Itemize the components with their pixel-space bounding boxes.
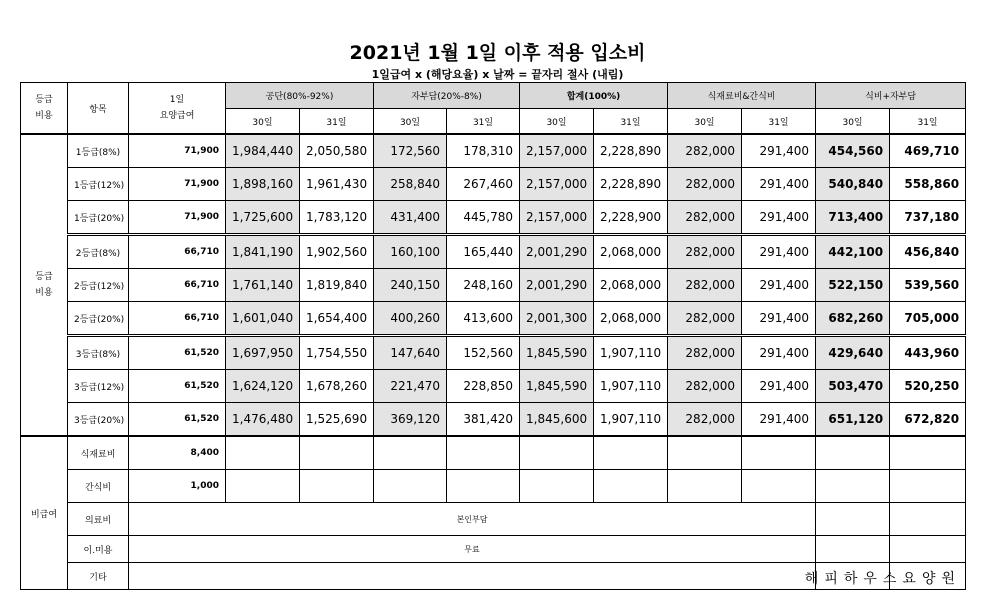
grade-cell: 3등급(8%) <box>68 336 129 370</box>
day31-header: 31일 <box>300 109 374 135</box>
meal-copay-30-cell: 442,100 <box>816 235 890 269</box>
empty-cell <box>594 436 668 470</box>
total-31-cell: 1,907,110 <box>594 370 668 403</box>
nonpay-label: 비급여 <box>21 436 68 590</box>
total-31-cell: 2,228,900 <box>594 201 668 235</box>
total-30-cell: 2,001,290 <box>520 235 594 269</box>
copay-31-cell: 267,460 <box>447 168 520 201</box>
copay-31-cell: 445,780 <box>447 201 520 235</box>
daily-care-cell: 61,520 <box>129 403 226 437</box>
day31-header: 31일 <box>890 109 966 135</box>
total-31-cell: 2,068,000 <box>594 302 668 336</box>
fee-table <box>20 82 966 590</box>
public-30-cell: 1,725,600 <box>226 201 300 235</box>
copay-30-cell: 147,640 <box>374 336 447 370</box>
empty-cell <box>374 470 447 503</box>
meal-copay-31-cell: 539,560 <box>890 269 966 302</box>
copay-header: 자부담(20%-8%) <box>374 83 520 109</box>
meal-copay-31-cell: 558,860 <box>890 168 966 201</box>
copay-30-cell: 221,470 <box>374 370 447 403</box>
total-30-cell: 1,845,590 <box>520 370 594 403</box>
day30-header: 30일 <box>668 109 742 135</box>
day31-header: 31일 <box>742 109 816 135</box>
empty-cell <box>890 503 966 536</box>
empty-cell <box>520 470 594 503</box>
table-row <box>21 302 966 336</box>
meal-copay-31-cell: 443,960 <box>890 336 966 370</box>
copay-31-cell: 413,600 <box>447 302 520 336</box>
meal-30-cell: 282,000 <box>668 269 742 302</box>
empty-cell <box>890 436 966 470</box>
meal-31-cell: 291,400 <box>742 336 816 370</box>
meal-30-cell: 282,000 <box>668 235 742 269</box>
page-title: 2021년 1월 1일 이후 적용 입소비 <box>349 42 646 64</box>
meal-31-cell: 291,400 <box>742 134 816 168</box>
public-30-cell: 1,476,480 <box>226 403 300 437</box>
total-31-cell: 2,068,000 <box>594 235 668 269</box>
daily-care-cell: 61,520 <box>129 370 226 403</box>
public-30-cell: 1,697,950 <box>226 336 300 370</box>
meal-30-cell: 282,000 <box>668 134 742 168</box>
total-30-cell: 2,157,000 <box>520 168 594 201</box>
table-row <box>21 168 966 201</box>
grade-cell: 2등급(8%) <box>68 235 129 269</box>
table-row <box>21 370 966 403</box>
total-30-cell: 1,845,600 <box>520 403 594 437</box>
daily-care-cell: 71,900 <box>129 168 226 201</box>
total-31-cell: 2,068,000 <box>594 269 668 302</box>
meal-copay-30-cell: 429,640 <box>816 336 890 370</box>
empty-cell <box>226 436 300 470</box>
public-31-cell: 2,050,580 <box>300 134 374 168</box>
meal-copay-30-cell: 454,560 <box>816 134 890 168</box>
empty-cell <box>816 436 890 470</box>
total-30-cell: 2,001,290 <box>520 269 594 302</box>
total-31-cell: 1,907,110 <box>594 336 668 370</box>
meal-31-cell: 291,400 <box>742 403 816 437</box>
page-subtitle: 1일급여 x (해당요율) x 날짜 = 끝자리 절사 (내림) <box>371 68 624 81</box>
total-header: 합계(100%) <box>520 83 668 109</box>
meal-copay-30-cell: 503,470 <box>816 370 890 403</box>
empty-cell <box>668 436 742 470</box>
nonpay-span-cell: 본인부담 <box>129 503 816 536</box>
grade-cell: 1등급(12%) <box>68 168 129 201</box>
daily-care-cell: 71,900 <box>129 201 226 235</box>
empty-cell <box>520 436 594 470</box>
total-31-cell: 2,228,890 <box>594 168 668 201</box>
grade-cost-label: 등급 비용 <box>21 134 68 436</box>
empty-cell <box>890 536 966 563</box>
public-31-cell: 1,902,560 <box>300 235 374 269</box>
meal-31-cell: 291,400 <box>742 168 816 201</box>
header-row-1 <box>21 83 966 109</box>
nonpay-item-label: 이.미용 <box>68 536 129 563</box>
total-30-cell: 2,001,300 <box>520 302 594 336</box>
meal-copay-30-cell: 651,120 <box>816 403 890 437</box>
grade-cell: 2등급(20%) <box>68 302 129 336</box>
grade-cell: 1등급(20%) <box>68 201 129 235</box>
nonpay-row <box>21 503 966 536</box>
table-row <box>21 336 966 370</box>
daily-care-cell: 66,710 <box>129 302 226 336</box>
table-row <box>21 134 966 168</box>
nonpay-row <box>21 536 966 563</box>
nonpay-value: 1,000 <box>129 470 226 503</box>
facility-name: 해피하우스요양원 <box>804 571 961 587</box>
copay-30-cell: 369,120 <box>374 403 447 437</box>
meal-31-cell: 291,400 <box>742 370 816 403</box>
meals-header: 식재료비&간식비 <box>668 83 816 109</box>
public-header: 공단(80%-92%) <box>226 83 374 109</box>
meal-30-cell: 282,000 <box>668 336 742 370</box>
copay-31-cell: 152,560 <box>447 336 520 370</box>
day30-header: 30일 <box>226 109 300 135</box>
meal-copay-31-cell: 737,180 <box>890 201 966 235</box>
day30-header: 30일 <box>520 109 594 135</box>
public-31-cell: 1,678,260 <box>300 370 374 403</box>
empty-cell <box>594 470 668 503</box>
table-row <box>21 235 966 269</box>
grade-cell: 1등급(8%) <box>68 134 129 168</box>
meal-30-cell: 282,000 <box>668 302 742 336</box>
meal-copay-31-cell: 520,250 <box>890 370 966 403</box>
nonpay-item-label: 식재료비 <box>68 436 129 470</box>
copay-31-cell: 381,420 <box>447 403 520 437</box>
total-31-cell: 2,228,890 <box>594 134 668 168</box>
copay-30-cell: 431,400 <box>374 201 447 235</box>
public-30-cell: 1,984,440 <box>226 134 300 168</box>
public-31-cell: 1,654,400 <box>300 302 374 336</box>
empty-cell <box>890 470 966 503</box>
public-30-cell: 1,841,190 <box>226 235 300 269</box>
table-row <box>21 403 966 437</box>
public-30-cell: 1,601,040 <box>226 302 300 336</box>
daily-care-cell: 66,710 <box>129 269 226 302</box>
day31-header: 31일 <box>594 109 668 135</box>
copay-31-cell: 178,310 <box>447 134 520 168</box>
nonpay-item-label: 기타 <box>68 563 129 590</box>
meal-copay-30-cell: 713,400 <box>816 201 890 235</box>
nonpay-row <box>21 436 966 470</box>
empty-cell <box>816 503 890 536</box>
meal-30-cell: 282,000 <box>668 370 742 403</box>
daily-care-header: 1일 요양급여 <box>129 83 226 135</box>
nonpay-item-label: 간식비 <box>68 470 129 503</box>
public-31-cell: 1,819,840 <box>300 269 374 302</box>
meal-copay-30-cell: 522,150 <box>816 269 890 302</box>
empty-cell <box>668 470 742 503</box>
meal-31-cell: 291,400 <box>742 269 816 302</box>
empty-cell <box>816 536 890 563</box>
meal-30-cell: 282,000 <box>668 168 742 201</box>
public-30-cell: 1,898,160 <box>226 168 300 201</box>
copay-30-cell: 160,100 <box>374 235 447 269</box>
table-row <box>21 201 966 235</box>
empty-cell <box>447 436 520 470</box>
meal-31-cell: 291,400 <box>742 201 816 235</box>
copay-31-cell: 228,850 <box>447 370 520 403</box>
meal-30-cell: 282,000 <box>668 201 742 235</box>
copay-31-cell: 248,160 <box>447 269 520 302</box>
daily-care-cell: 66,710 <box>129 235 226 269</box>
grade-cell: 3등급(12%) <box>68 370 129 403</box>
empty-cell <box>300 436 374 470</box>
meal-copay-header: 식비+자부담 <box>816 83 966 109</box>
day31-header: 31일 <box>447 109 520 135</box>
daily-care-cell: 71,900 <box>129 134 226 168</box>
grade-cost-header: 등급 비용 <box>21 83 68 135</box>
day30-header: 30일 <box>374 109 447 135</box>
meal-copay-30-cell: 682,260 <box>816 302 890 336</box>
meal-30-cell: 282,000 <box>668 403 742 437</box>
item-header: 항목 <box>68 83 129 135</box>
meal-copay-31-cell: 469,710 <box>890 134 966 168</box>
nonpay-span-cell: 무료 <box>129 536 816 563</box>
grade-cell: 3등급(20%) <box>68 403 129 437</box>
total-30-cell: 2,157,000 <box>520 134 594 168</box>
empty-cell <box>374 436 447 470</box>
empty-cell <box>447 470 520 503</box>
empty-cell <box>816 470 890 503</box>
copay-30-cell: 172,560 <box>374 134 447 168</box>
meal-31-cell: 291,400 <box>742 235 816 269</box>
public-31-cell: 1,754,550 <box>300 336 374 370</box>
meal-copay-31-cell: 705,000 <box>890 302 966 336</box>
meal-copay-30-cell: 540,840 <box>816 168 890 201</box>
daily-care-cell: 61,520 <box>129 336 226 370</box>
public-31-cell: 1,961,430 <box>300 168 374 201</box>
copay-30-cell: 240,150 <box>374 269 447 302</box>
public-31-cell: 1,783,120 <box>300 201 374 235</box>
nonpay-span-cell <box>129 563 816 590</box>
copay-30-cell: 400,260 <box>374 302 447 336</box>
nonpay-row <box>21 470 966 503</box>
table-row <box>21 269 966 302</box>
empty-cell <box>742 436 816 470</box>
empty-cell <box>742 470 816 503</box>
total-30-cell: 1,845,590 <box>520 336 594 370</box>
empty-cell <box>300 470 374 503</box>
empty-cell <box>226 470 300 503</box>
public-30-cell: 1,624,120 <box>226 370 300 403</box>
public-30-cell: 1,761,140 <box>226 269 300 302</box>
meal-copay-31-cell: 672,820 <box>890 403 966 437</box>
grade-cell: 2등급(12%) <box>68 269 129 302</box>
meal-copay-31-cell: 456,840 <box>890 235 966 269</box>
public-31-cell: 1,525,690 <box>300 403 374 437</box>
nonpay-item-label: 의료비 <box>68 503 129 536</box>
nonpay-value: 8,400 <box>129 436 226 470</box>
copay-31-cell: 165,440 <box>447 235 520 269</box>
copay-30-cell: 258,840 <box>374 168 447 201</box>
meal-31-cell: 291,400 <box>742 302 816 336</box>
total-30-cell: 2,157,000 <box>520 201 594 235</box>
total-31-cell: 1,907,110 <box>594 403 668 437</box>
day30-header: 30일 <box>816 109 890 135</box>
